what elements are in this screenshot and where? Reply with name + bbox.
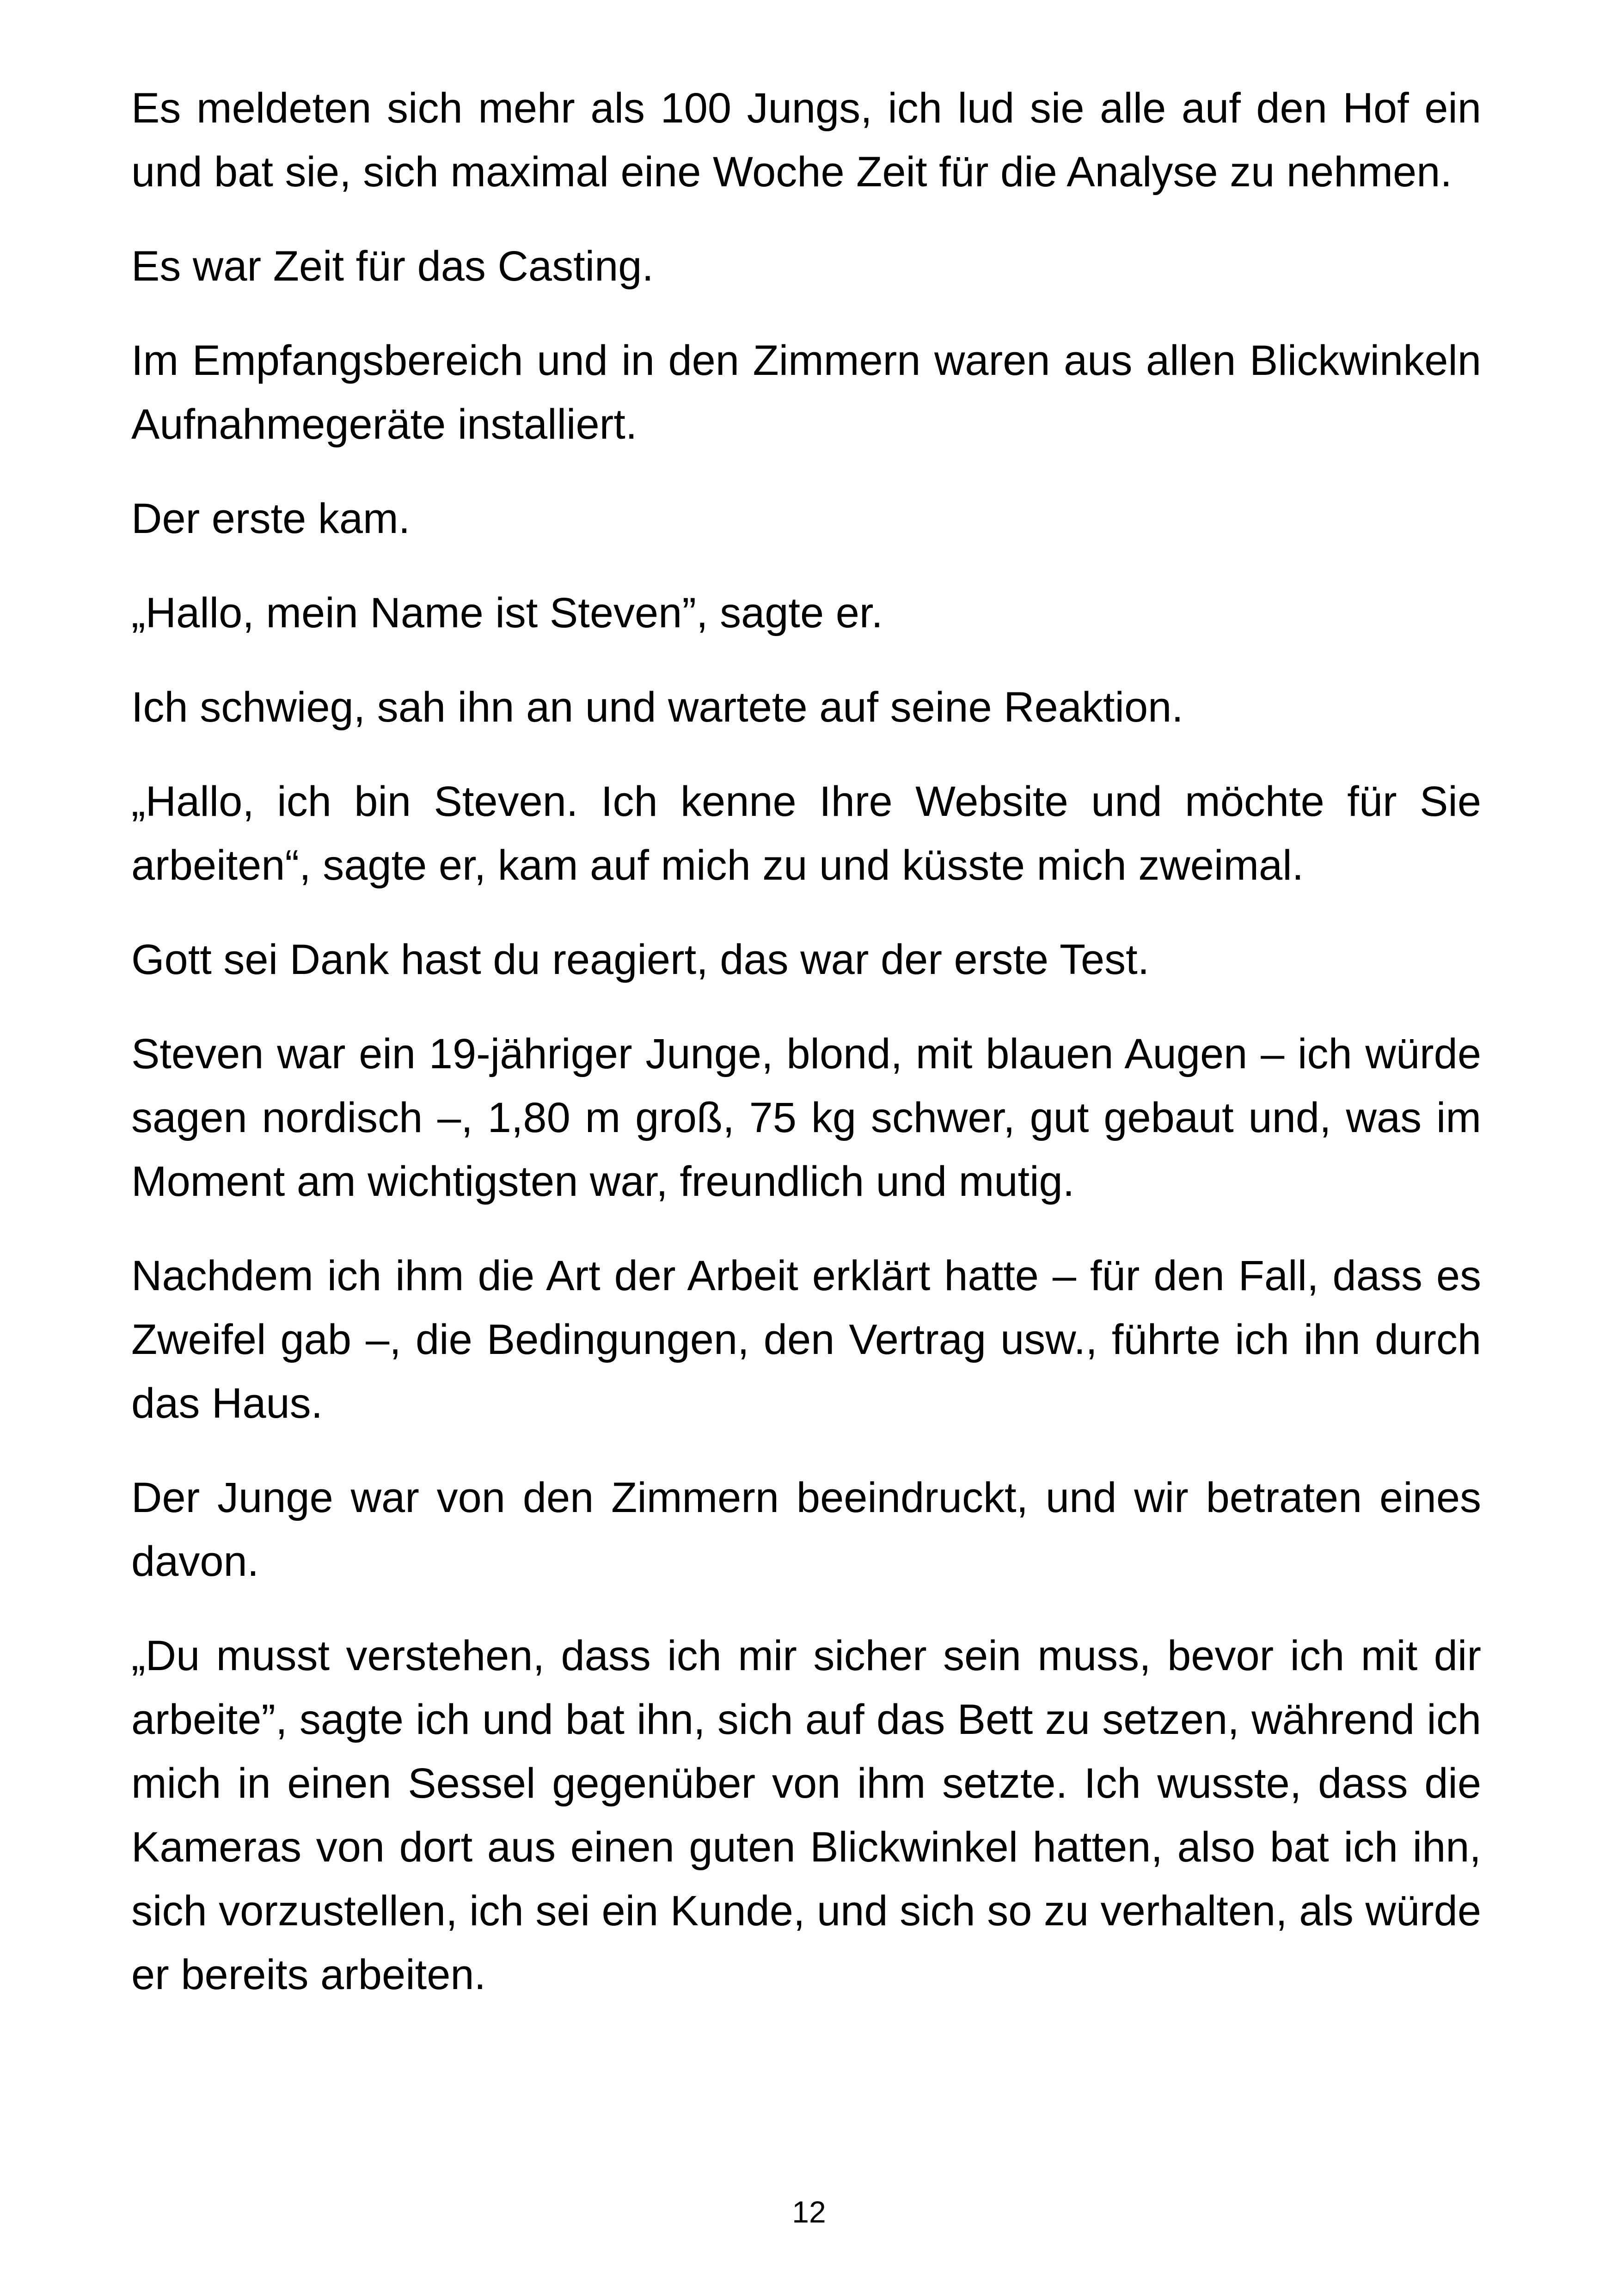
paragraph: Der erste kam. bbox=[131, 495, 411, 542]
paragraph: Gott sei Dank hast du reagiert, das war der erste Test. bbox=[131, 936, 1150, 983]
paragraph: Es meldeten sich mehr als 100 Jungs, ich lud sie alle auf den Hof ein und bat sie, sich maximal eine Woche Zeit für die Analyse zu nehmen. bbox=[131, 85, 1481, 196]
paragraph: Im Empfangsbereich und in den Zimmern waren aus allen Blickwinkeln Aufnahmegeräte installiert. bbox=[131, 337, 1481, 448]
paragraph: Ich schwieg, sah ihn an und wartete auf seine Reaktion. bbox=[131, 684, 1183, 731]
page-number: 12 bbox=[792, 2195, 826, 2229]
body-text bbox=[131, 76, 1481, 2037]
paragraph: „Hallo, mein Name ist Steven”, sagte er. bbox=[131, 589, 883, 637]
paragraph: „Du musst verstehen, dass ich mir sicher sein muss, bevor ich mit dir arbeite”, sagte ich und bat ihn, sich auf das Bett zu setzen, während ich mich in einen Sessel gegenüber von ihm setzte. Ich wusste, dass die Kameras von dort aus einen guten Blickwinkel hatten, also bat ich ihn, sich vorzustellen, ich sei ein Kunde, und sich so zu verhalten, als würde er bereits arbeiten. bbox=[131, 1632, 1482, 1998]
paragraph: Steven war ein 19-jähriger Junge, blond, mit blauen Augen – ich würde sagen nordisch –, 1,80 m groß, 75 kg schwer, gut gebaut und, was im Moment am wichtigsten war, freundlich und mutig. bbox=[131, 1030, 1481, 1205]
paragraph: Es war Zeit für das Casting. bbox=[131, 243, 654, 290]
paragraph: Der Junge war von den Zimmern beeindruckt, und wir betraten eines davon. bbox=[131, 1474, 1481, 1585]
paragraph: Nachdem ich ihm die Art der Arbeit erklärt hatte – für den Fall, dass es Zweifel gab –, die Bedingungen, den Vertrag usw., führte ich ihn durch das Haus. bbox=[131, 1252, 1481, 1427]
paragraph: „Hallo, ich bin Steven. Ich kenne Ihre Website und möchte für Sie arbeiten“, sagte er, kam auf mich zu und küsste mich zweimal. bbox=[131, 778, 1481, 889]
